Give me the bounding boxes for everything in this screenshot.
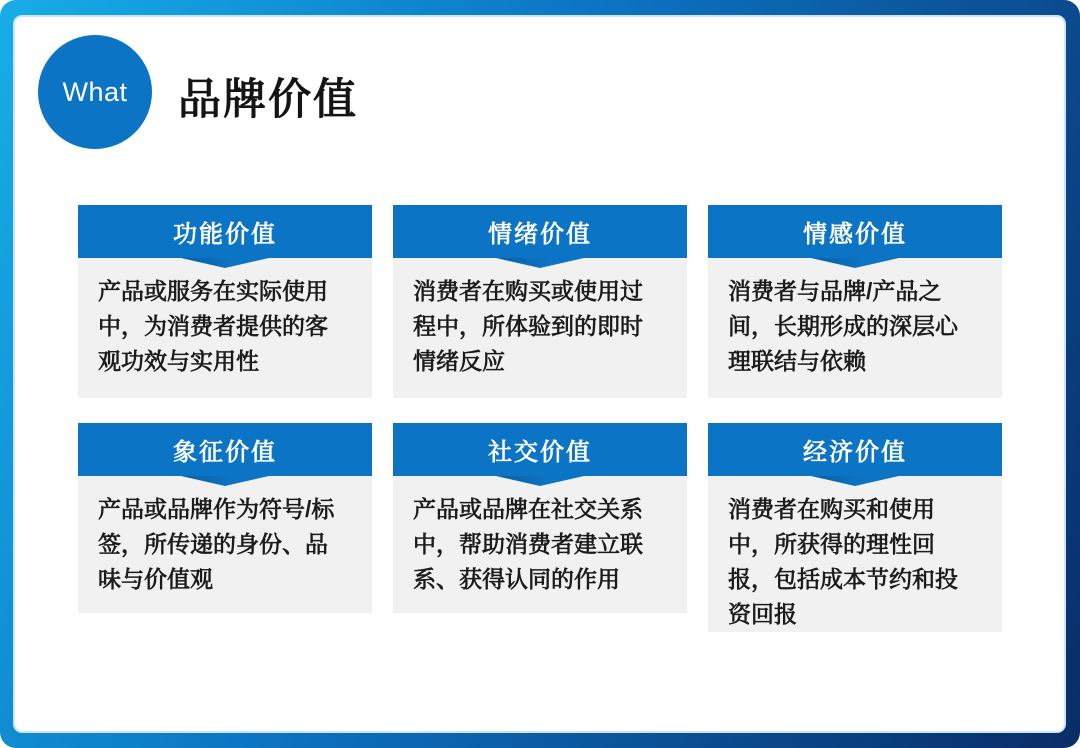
card-description: 消费者在购买和使用中，所获得的理性回报，包括成本节约和投资回报	[708, 476, 1002, 632]
value-card-grid	[78, 205, 1002, 627]
value-card-social	[393, 423, 687, 613]
card-title: 象征价值	[173, 439, 277, 466]
what-badge	[38, 35, 152, 149]
page-title: 品牌价值	[178, 76, 358, 124]
card-description: 产品或品牌作为符号/标签，所传递的身份、品味与价值观	[78, 476, 372, 613]
value-card-mood	[393, 205, 687, 398]
value-card-economic	[708, 423, 1002, 627]
card-title: 经济价值	[803, 439, 907, 466]
card-header	[708, 423, 1002, 476]
value-card-emotional	[708, 205, 1002, 398]
card-header	[78, 205, 372, 258]
what-badge-label: What	[62, 76, 128, 107]
card-title: 情感价值	[803, 221, 907, 248]
card-description: 产品或服务在实际使用中，为消费者提供的客观功效与实用性	[78, 258, 372, 398]
card-description: 消费者在购买或使用过程中，所体验到的即时情绪反应	[393, 258, 687, 398]
value-card-functional	[78, 205, 372, 398]
card-header	[708, 205, 1002, 258]
card-header	[393, 205, 687, 258]
card-title: 情绪价值	[488, 221, 592, 248]
card-title: 社交价值	[488, 439, 592, 466]
card-description: 产品或品牌在社交关系中，帮助消费者建立联系、获得认同的作用	[393, 476, 687, 613]
card-title: 功能价值	[173, 221, 277, 248]
card-description: 消费者与品牌/产品之间，长期形成的深层心理联结与依赖	[708, 258, 1002, 398]
card-header	[78, 423, 372, 476]
card-header	[393, 423, 687, 476]
value-card-symbolic	[78, 423, 372, 613]
